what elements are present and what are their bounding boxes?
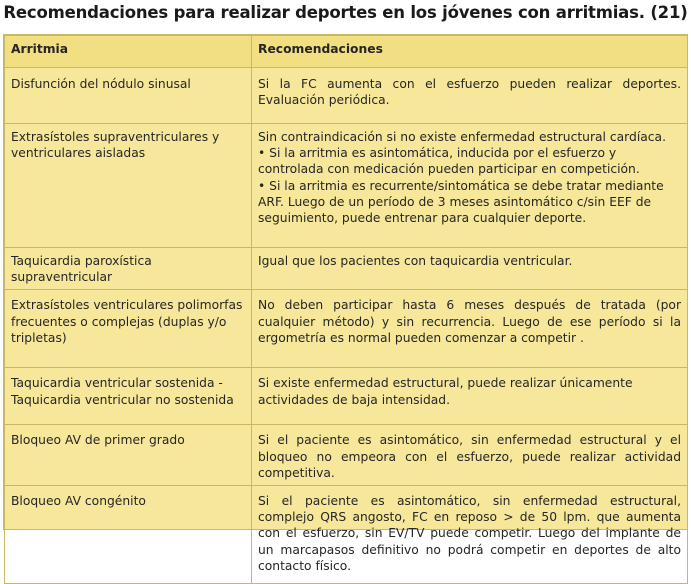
table-row: [5, 425, 688, 486]
arritmia-cell: [5, 248, 252, 290]
header-arritmia: Arritmia: [5, 36, 252, 68]
table-row: [5, 486, 688, 584]
table-row: [5, 368, 688, 425]
recomendacion-text: No deben participar hasta 6 meses después de tratada (por cualquier método) y sin recurrencia. Luego de ese período si la ergometría es normal pueden comenzar a competir .: [258, 298, 681, 345]
recomendacion-cell: [252, 486, 688, 584]
recomendacion-text: Igual que los pacientes con taquicardia ventricular.: [258, 254, 573, 268]
recomendacion-text: Sin contraindicación si no existe enfermedad estructural cardíaca.: [258, 130, 666, 144]
arritmia-text: Bloqueo AV congénito: [11, 494, 146, 509]
arritmia-cell: [5, 368, 252, 425]
header-recomendaciones: Recomendaciones: [252, 36, 688, 68]
recomendacion-bullet: • Si la arritmia es asintomática, inducida por el esfuerzo y controlada con medicación pueden participar en competición.: [258, 146, 640, 177]
recomendacion-cell: [252, 68, 688, 124]
arritmia-cell: [5, 486, 252, 584]
recomendacion-cell: [252, 290, 688, 368]
arritmia-cell: [5, 124, 252, 248]
arritmia-text: Extrasístoles ventriculares polimorfas frecuentes o complejas (duplas y/o tripletas): [11, 298, 243, 345]
recommendations-table: [4, 35, 688, 584]
recomendacion-cell: [252, 368, 688, 425]
recomendacion-text: Si el paciente es asintomático, sin enfermedad estructural, complejo QRS angosto, FC en reposo > de 50 lpm. que aumenta con el esfuerzo, sin EV/TV puede competir. Luego del implante de un marcapasos definitivo no podrá competir en deportes de alto contacto físico.: [258, 494, 681, 573]
table-row: [5, 68, 688, 124]
page-title: Recomendaciones para realizar deportes en los jóvenes con arritmias. (21): [3, 3, 688, 22]
arrhythmia-recommendations-table: [3, 34, 688, 573]
table-header-row: [5, 36, 688, 68]
recomendacion-text: Si la FC aumenta con el esfuerzo pueden realizar deportes. Evaluación periódica.: [258, 77, 681, 108]
recomendacion-cell: [252, 124, 688, 248]
arritmia-text: Taquicardia paroxística supraventricular: [11, 254, 152, 285]
table-row: [5, 290, 688, 368]
arritmia-text: Bloqueo AV de primer grado: [11, 433, 185, 448]
arritmia-text: Disfunción del nódulo sinusal: [11, 77, 191, 91]
recomendacion-cell: [252, 248, 688, 290]
arritmia-cell: [5, 425, 252, 486]
recomendacion-cell: [252, 425, 688, 486]
arritmia-cell: [5, 68, 252, 124]
table-row: [5, 248, 688, 290]
recomendacion-bullet: • Si la arritmia es recurrente/sintomática se debe tratar mediante ARF. Luego de un período de 3 meses asintomático c/sin EEF de seguimiento, puede entrenar para cualquier deporte.: [258, 178, 664, 226]
arritmia-cell: [5, 290, 252, 368]
recomendacion-text: Si el paciente es asintomático, sin enfermedad estructural y el bloqueo no empeora con el esfuerzo, puede realizar actividad competitiva.: [258, 433, 681, 480]
recomendacion-text: Si existe enfermedad estructural, puede realizar únicamente actividades de baja intensidad.: [258, 376, 633, 407]
table-row: [5, 124, 688, 248]
arritmia-text: Taquicardia ventricular sostenida -: [11, 376, 223, 391]
arritmia-text: Extrasístoles supraventriculares y ventriculares aisladas: [11, 130, 220, 161]
arritmia-text: Taquicardia ventricular no sostenida: [11, 392, 234, 407]
